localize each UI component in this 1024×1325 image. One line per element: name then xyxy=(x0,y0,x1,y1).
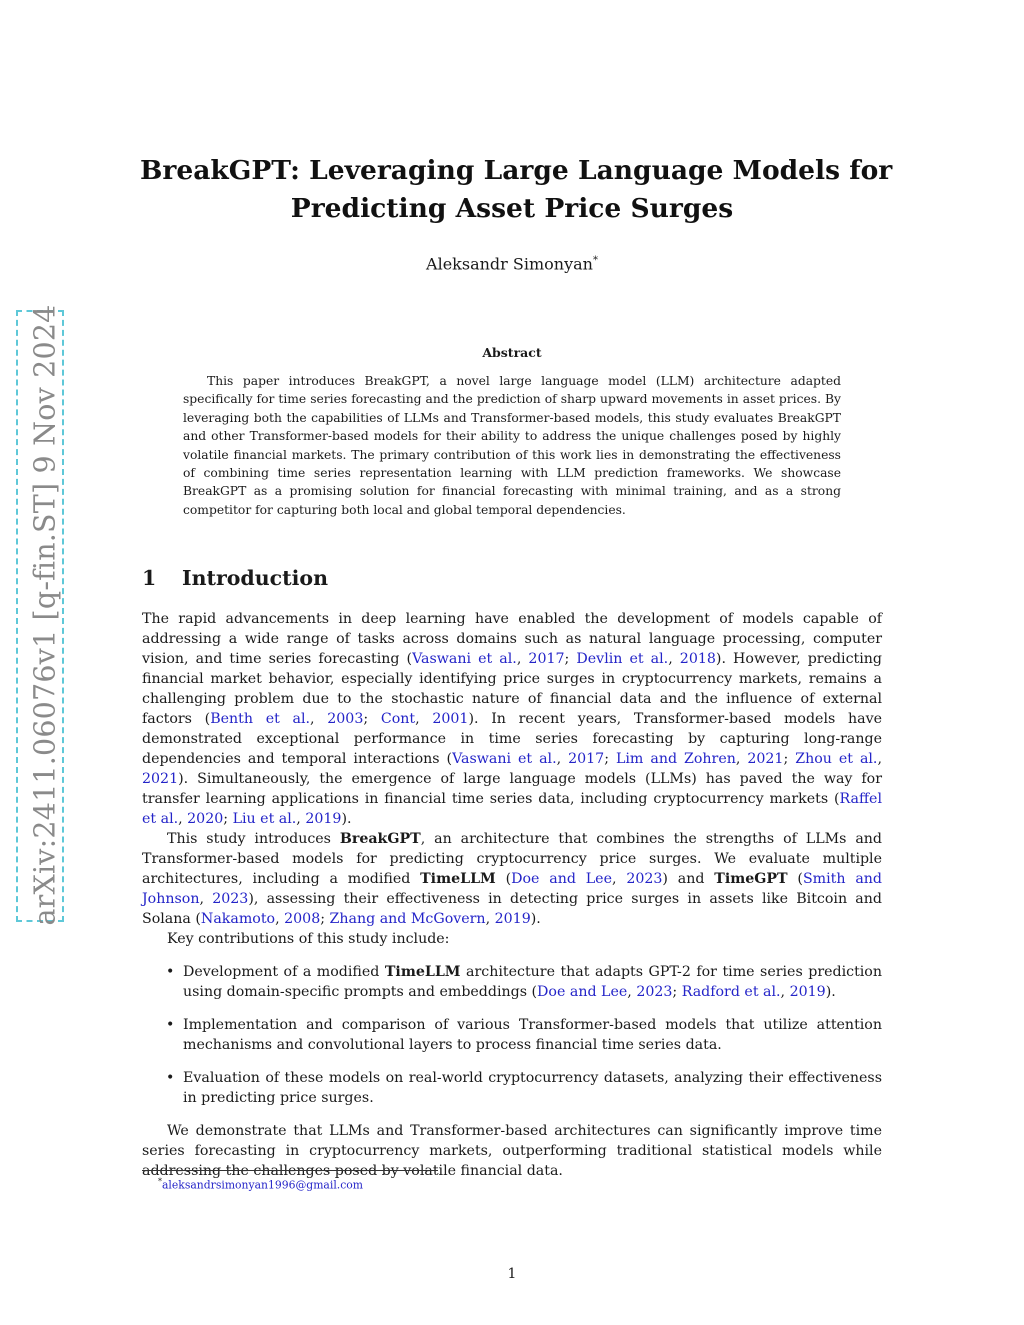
text-run: , xyxy=(627,984,637,1000)
contributions-list xyxy=(142,962,882,1108)
citation-year-link[interactable]: 2019 xyxy=(789,984,826,1000)
citation-link[interactable]: Doe and Lee xyxy=(537,984,628,1000)
author-email-link[interactable]: aleksandrsimonyan1996@gmail.com xyxy=(162,1178,363,1192)
list-item xyxy=(142,1015,882,1055)
text-run: ). xyxy=(825,984,836,1000)
citation-link[interactable]: Raffel et al. xyxy=(142,791,882,827)
bullet-icon: • xyxy=(166,1070,175,1086)
list-item xyxy=(142,962,882,1002)
text-run: ; xyxy=(672,984,682,1000)
author-footnote-mark[interactable]: * xyxy=(592,255,598,266)
abstract-heading: Abstract xyxy=(482,345,542,360)
model-name-timellm: TimeLLM xyxy=(420,871,496,887)
footnote xyxy=(158,1175,363,1193)
text-run: , xyxy=(178,811,188,827)
text-run: , xyxy=(668,651,680,667)
intro-paragraph-1 xyxy=(142,609,882,829)
citation-year-link[interactable]: 2023 xyxy=(626,871,663,887)
citation-year-link[interactable]: 2003 xyxy=(327,711,364,727)
text-run: Development of a modified xyxy=(183,964,385,980)
citation-year-link[interactable]: 2021 xyxy=(747,751,784,767)
citation-link[interactable]: Devlin et al. xyxy=(576,651,669,667)
section-title: Introduction xyxy=(182,566,328,590)
abstract-body: This paper introduces BreakGPT, a novel large language model (LLM) architecture adapted specifically for time series forecasting and the prediction of sharp upward movements in asset prices. By leveraging both the capabilities of LLMs and Transformer-based models, this study evaluates BreakGPT and other Transformer-based models for their ability to address the unique challenges posed by highly volatile financial markets. The primary contribution of this work lies in demonstrating the effectiveness of combining time series representation learning with LLM prediction frameworks. We showcase BreakGPT as a promising solution for financial forecasting with minimal training, and as a strong competitor for capturing both local and global temporal dependencies. xyxy=(183,374,841,517)
text-run: ; xyxy=(564,651,577,667)
bullet-icon: • xyxy=(166,964,175,980)
model-name-timegpt: TimeGPT xyxy=(714,871,788,887)
citation-year-link[interactable]: 2008 xyxy=(284,911,321,927)
text-run: , xyxy=(415,711,433,727)
citation-year-link[interactable]: 2001 xyxy=(432,711,469,727)
text-run: , xyxy=(611,871,627,887)
text-run: , xyxy=(485,911,495,927)
text-run: ; xyxy=(223,811,233,827)
section-heading xyxy=(142,566,328,590)
citation-year-link[interactable]: 2023 xyxy=(636,984,673,1000)
citation-link[interactable]: Zhang and McGovern xyxy=(329,911,486,927)
title-line-2: Predicting Asset Price Surges xyxy=(290,193,734,224)
intro-paragraph-4: We demonstrate that LLMs and Transformer-based architectures can significantly improve time series forecasting in cryptocurrency markets, outperforming traditional statistical models while addressing the challenges posed by volatile financial data. xyxy=(142,1123,882,1179)
citation-link[interactable]: Zhou et al. xyxy=(795,751,878,767)
text-run: , xyxy=(310,711,328,727)
citation-link[interactable]: Benth et al. xyxy=(210,711,311,727)
citation-link[interactable]: Lim and Zohren xyxy=(615,751,736,767)
citation-year-link[interactable]: 2023 xyxy=(212,891,249,907)
paper-title xyxy=(140,152,893,228)
citation-link[interactable]: Vaswani et al. xyxy=(452,751,557,767)
citation-year-link[interactable]: 2018 xyxy=(679,651,716,667)
citation-year-link[interactable]: 2019 xyxy=(305,811,342,827)
model-name-breakgpt: BreakGPT xyxy=(339,831,421,847)
text-run: This study introduces xyxy=(167,831,340,847)
citation-link[interactable]: Nakamoto xyxy=(200,911,276,927)
text-run: ; xyxy=(363,711,381,727)
text-run: Evaluation of these models on real-world cryptocurrency datasets, analyzing their effectiveness in predicting price surges. xyxy=(183,1070,882,1106)
text-run: ; xyxy=(783,751,796,767)
text-run: ). xyxy=(530,911,541,927)
model-name-timellm: TimeLLM xyxy=(384,964,461,980)
citation-link[interactable]: Liu et al. xyxy=(232,811,297,827)
page-number: 1 xyxy=(507,1266,517,1282)
citation-link[interactable]: Doe and Lee xyxy=(511,871,612,887)
intro-paragraph-3: Key contributions of this study include: xyxy=(167,931,450,947)
text-run: ). In recent years, Transformer-based models have demonstrated exceptional performance in time series forecasting by capturing long-range dependencies and temporal interactions ( xyxy=(142,711,882,767)
citation-link[interactable]: Radford et al. xyxy=(681,984,781,1000)
intro-paragraph-2 xyxy=(142,829,882,929)
text-run: The rapid advancements in deep learning have enabled the development of models capable of addressing a wide range of tasks across domains such as natural language processing, computer vision, and time series forecasting ( xyxy=(142,611,882,667)
list-item xyxy=(142,1068,882,1108)
author-line xyxy=(140,250,884,275)
citation-year-link[interactable]: 2017 xyxy=(568,751,605,767)
text-run: architecture that adapts GPT-2 for time series prediction using domain-specific prompts and embeddings ( xyxy=(183,964,882,1000)
citation-year-link[interactable]: 2017 xyxy=(528,651,565,667)
text-run: , xyxy=(780,984,790,1000)
citation-year-link[interactable]: 2019 xyxy=(494,911,531,927)
text-run: ). However, predicting financial market behavior, especially identifying price surges in cryptocurrency markets, remains a challenging problem due to the stochastic nature of financial data and the influence of external factors ( xyxy=(142,651,883,727)
text-run: , xyxy=(199,891,213,907)
footnote-divider xyxy=(142,1170,438,1171)
bullet-icon: • xyxy=(166,1017,175,1033)
arxiv-identifier[interactable]: arXiv:2411.06076v1 [q-fin.ST] 9 Nov 2024 xyxy=(28,304,62,926)
citation-link[interactable]: Vaswani et al. xyxy=(412,651,517,667)
citation-link[interactable]: Cont xyxy=(380,711,416,727)
text-run: ( xyxy=(495,871,512,887)
section-number: 1 xyxy=(142,566,157,590)
text-run: ), assessing their effectiveness in detecting price surges in assets like Bitcoin and Solana ( xyxy=(142,891,882,927)
text-run: , an architecture that combines the strengths of LLMs and Transformer-based models for predicting cryptocurrency price surges. We evaluate multiple architectures, including a modified xyxy=(142,831,882,887)
citation-link[interactable]: Smith and Johnson xyxy=(142,871,882,907)
introduction-body xyxy=(142,609,882,1181)
text-run: ( xyxy=(787,871,803,887)
text-run: ). Simultaneously, the emergence of large language models (LLMs) has paved the way for transfer learning applications in financial time series data, including cryptocurrency markets ( xyxy=(142,771,882,807)
text-run: , xyxy=(735,751,748,767)
author-name: Aleksandr Simonyan xyxy=(426,254,593,274)
citation-year-link[interactable]: 2021 xyxy=(142,771,179,787)
text-run: , xyxy=(296,811,306,827)
text-run: ) and xyxy=(662,871,715,887)
footnote-mark: * xyxy=(158,1177,162,1186)
text-run: ; xyxy=(604,751,616,767)
text-run: , xyxy=(877,751,882,767)
title-line-1: BreakGPT: Leveraging Large Language Models for xyxy=(140,155,893,186)
text-run: , xyxy=(275,911,285,927)
text-run: Implementation and comparison of various Transformer-based models that utilize attention mechanisms and convolutional layers to process financial time series data. xyxy=(183,1017,882,1053)
text-run: ). xyxy=(341,811,352,827)
citation-year-link[interactable]: 2020 xyxy=(187,811,224,827)
text-run: , xyxy=(556,751,569,767)
text-run: ; xyxy=(320,911,330,927)
text-run: , xyxy=(516,651,529,667)
